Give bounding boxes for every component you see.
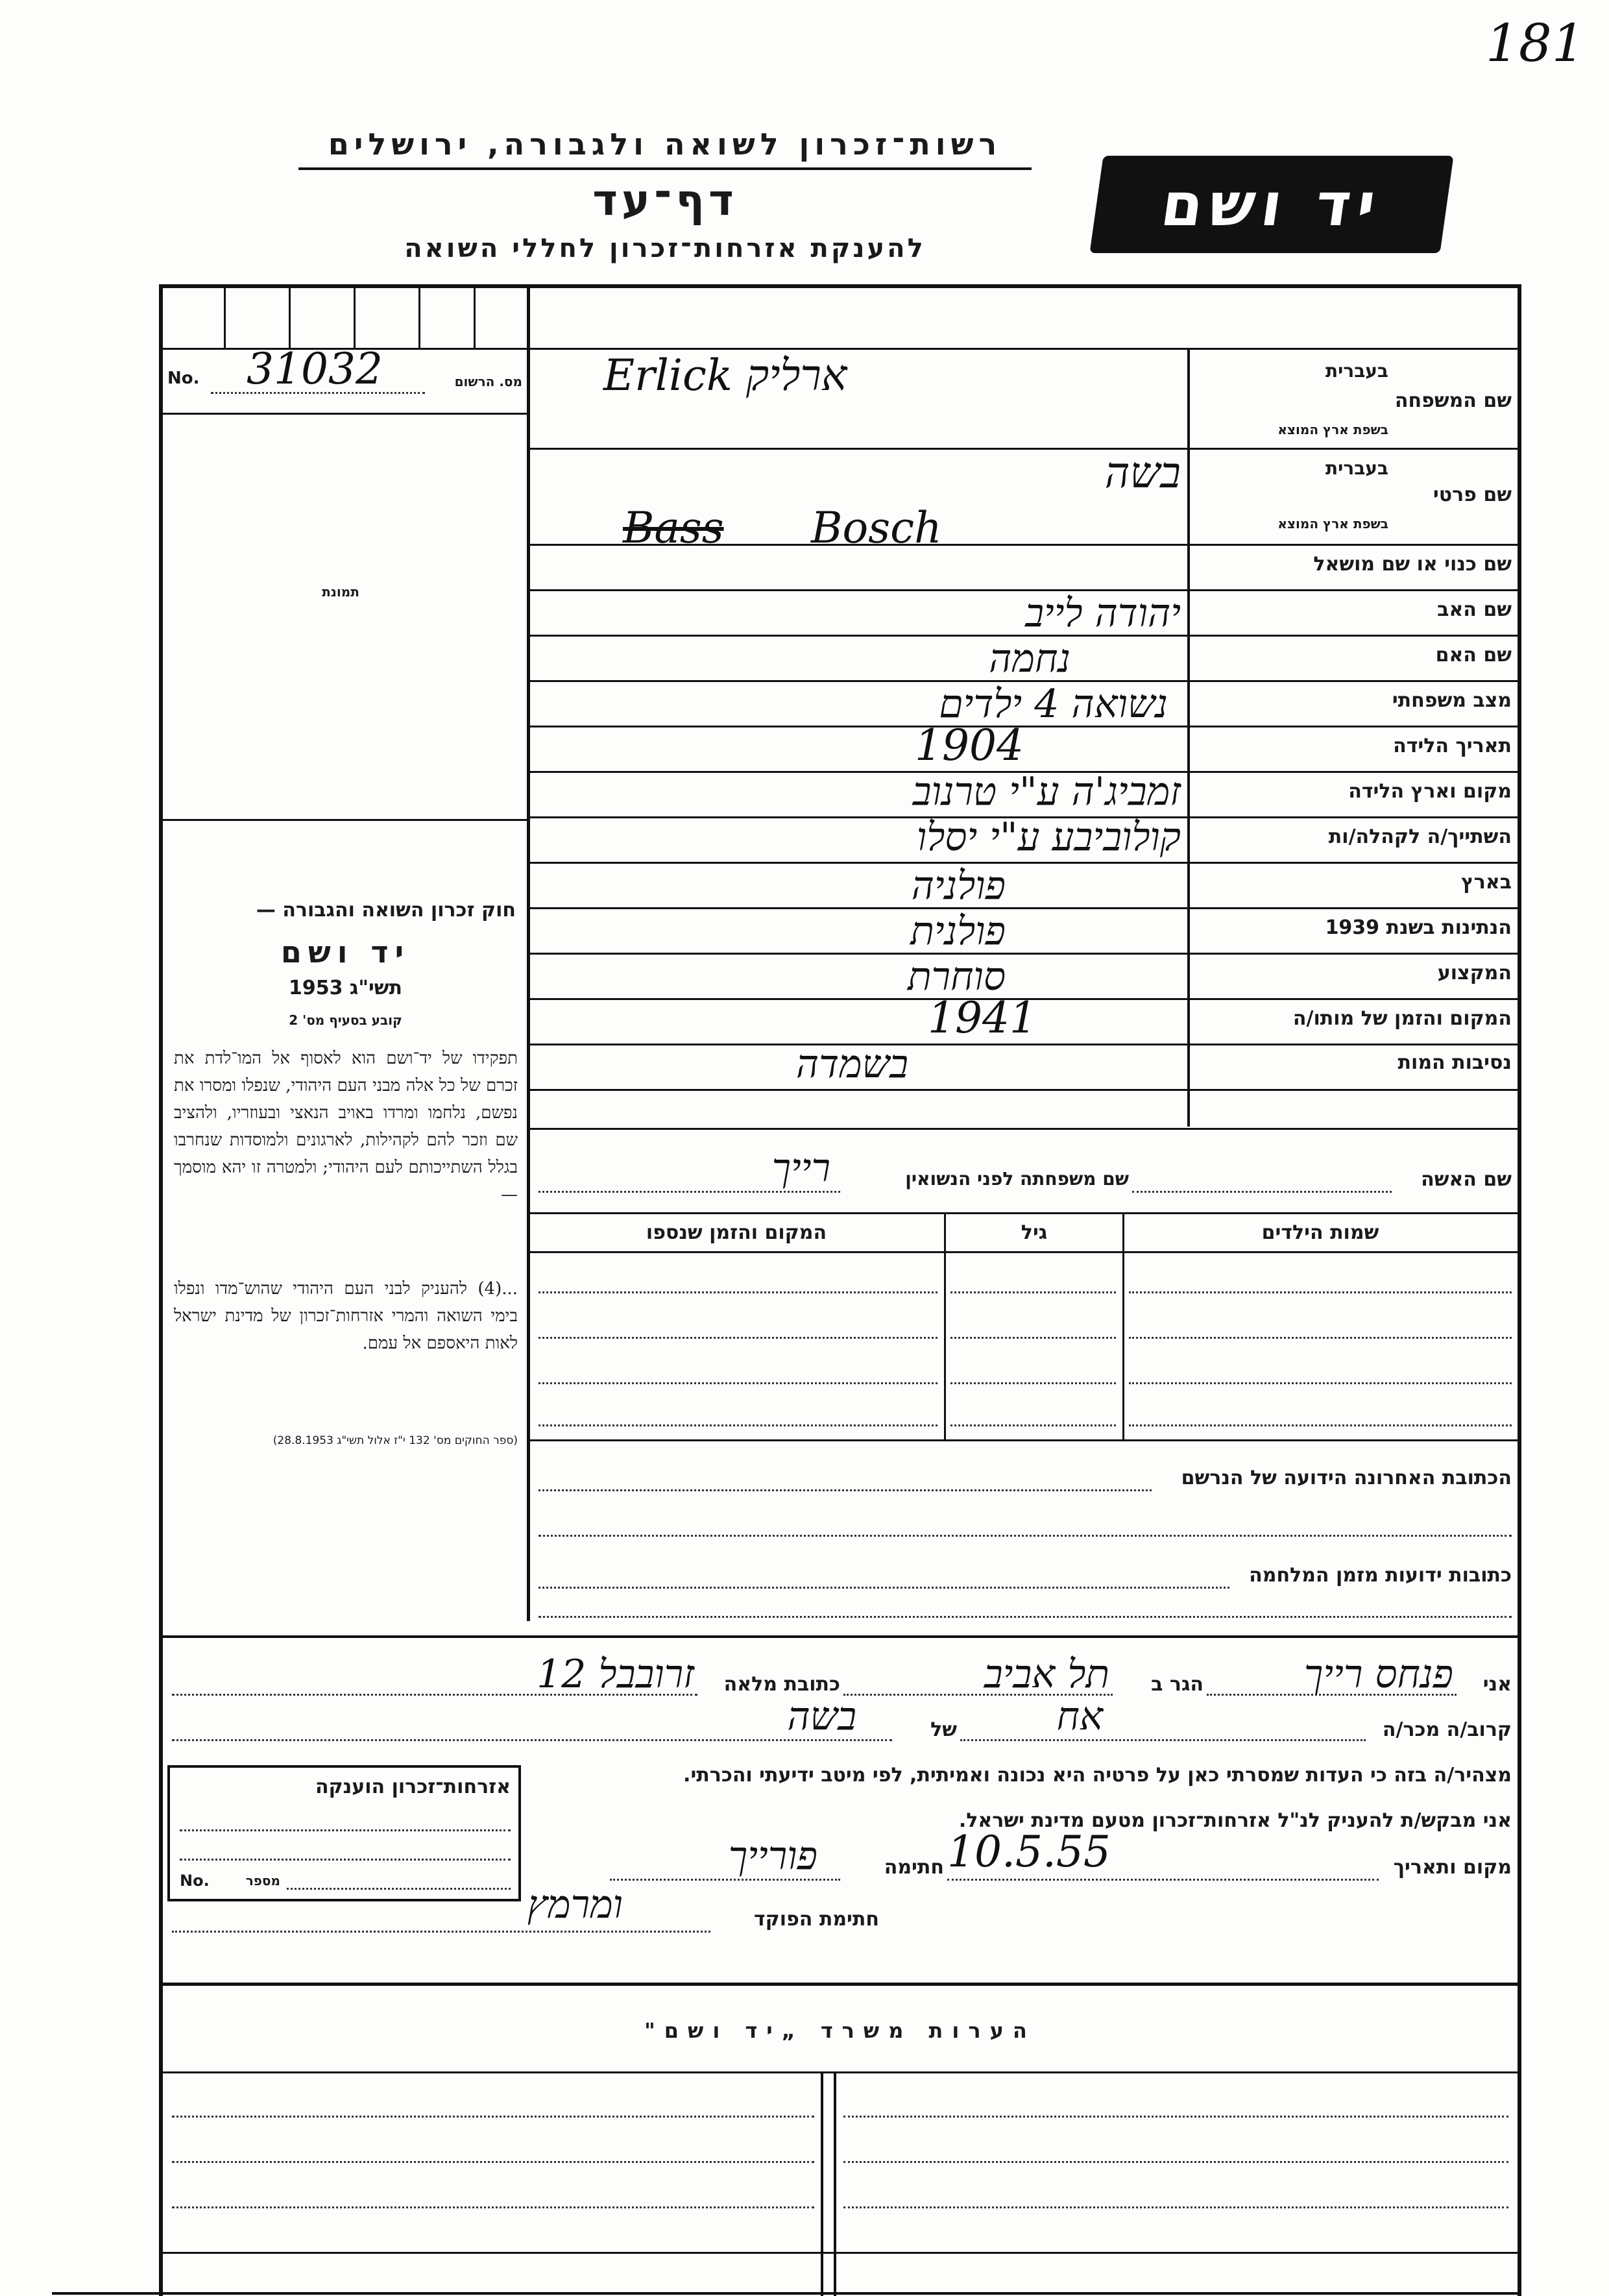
marital-status-label: מצב משפחתי (1392, 689, 1512, 712)
declarant-address-label: כתובת מלאה (723, 1673, 840, 1696)
wife-maiden-label: שם משפחתה לפני הנשואין (905, 1168, 1129, 1190)
community-value: קולוביבע ע"י יסלו (916, 814, 1181, 860)
certificate-title: אזרחות־זכרון הוענקה (315, 1776, 511, 1798)
children-names-header: שמות הילדים (1261, 1221, 1379, 1244)
country-label: בארץ (1460, 871, 1512, 894)
first-name-label: שם פרטי (1433, 483, 1512, 506)
relative-label: קרוב/ה מכר/ה (1382, 1718, 1512, 1741)
officer-signature-label: חתימת הפוקד (754, 1908, 879, 1931)
wife-label: שם האשה (1421, 1168, 1512, 1191)
logo-lettering: יד ושם (1157, 169, 1386, 239)
certificate-no-label: No. (180, 1872, 210, 1890)
first-name-origin-label: בשפת ארץ המוצא (1277, 516, 1388, 531)
marital-status-value: נשואה 4 ילדים (939, 681, 1168, 727)
registration-no-label: No. (167, 369, 200, 388)
declaration-statement: מצהיר/ה בזה כי העדות שמסרתי כאן על פרטיה היא נכונה ואמיתית, לפי מיטב ידיעתי והכרתי. (683, 1764, 1512, 1787)
place-date-value: 10.5.55 (947, 1827, 1111, 1877)
certificate-number-label: מספר (245, 1873, 280, 1888)
officer-signature: ומרמץ (527, 1882, 623, 1927)
war-addresses-label: כתובות ידועות מזמן המלחמה (1249, 1564, 1512, 1587)
registration-label: מס. הרשום (454, 374, 522, 389)
death-cause-label: נסיבות המות (1397, 1051, 1512, 1074)
corner-page-number: 181 (1486, 13, 1585, 73)
family-name-label: שם המשפחה (1394, 389, 1512, 412)
declarant-city: תל אביב (984, 1652, 1109, 1697)
last-address-label: הכתובת האחרונה הידועה של הנרשם (1181, 1467, 1512, 1489)
children-place-time-header: המקום והזמן שנספו (646, 1221, 827, 1244)
citizenship-value: פולנית (910, 909, 1006, 954)
certificate-box (167, 1765, 521, 1901)
first-name-hebrew-label: בעברית (1325, 458, 1388, 479)
first-name-origin-struck: Bass (623, 503, 724, 553)
family-name-value: Erlick ארליק (603, 350, 847, 400)
relation-value: אח (1056, 1694, 1103, 1739)
declarant-lives-label: הגר ב (1151, 1673, 1204, 1696)
birth-date-label: תאריך הלידה (1393, 735, 1512, 757)
declarant-i-label: אני (1482, 1673, 1512, 1696)
profession-label: המקצוע (1437, 962, 1512, 984)
first-name-origin-value: Bosch (811, 503, 942, 553)
death-place-time-value: 1941 (928, 993, 1037, 1043)
yad-vashem-logo (1089, 156, 1453, 253)
place-date-label: מקום ותאריך (1393, 1856, 1512, 1879)
birth-place-label: מקום וארץ הלידה (1348, 780, 1512, 803)
declarant-signature: פורייך (728, 1833, 817, 1879)
relative-of-name: בשה (787, 1694, 856, 1739)
form-subtitle: להענקת אזרחות־זכרון לחללי השואה (404, 234, 926, 263)
form-title: דף־עד (592, 175, 738, 225)
law-year: תשי"ג 1953 (288, 977, 403, 999)
law-title: חוק זכרון השואה והגבורה — (256, 899, 516, 922)
children-age-header: גיל (1021, 1221, 1048, 1244)
declarant-address: זרובבל 12 (537, 1652, 694, 1697)
office-notes-title: הערות משרד „יד ושם" (644, 2018, 1036, 2043)
law-source: (ספר החוקים מס' 132 י"ז אלול תשי"ג 28.8.1953) (272, 1434, 518, 1447)
authority-header: רשות־זכרון לשואה ולגבורה, ירושלים (328, 127, 1002, 162)
birth-date-value: 1904 (915, 720, 1024, 770)
citizenship-label: הנתינות בשנת 1939 (1325, 916, 1512, 939)
wife-maiden-value: רייך (771, 1145, 830, 1191)
family-name-hebrew-label: בעברית (1325, 360, 1388, 382)
photo-label: תמונת (322, 584, 359, 600)
law-clause: קובע בסעיף מס' 2 (289, 1012, 402, 1028)
profession-value: סוחרת (907, 954, 1006, 999)
birth-place-value: זמביג'ה ע"י טרנוב (912, 769, 1181, 814)
father-name-label: שם האב (1437, 598, 1512, 621)
law-text-2: ...(4) להעניק לבני העם היהודי שהוש־מדו ונפלו בימי השואה והמרי אזרחות־זכרון של מדינת ישראל לאות היאספם אל עמם. (174, 1279, 518, 1353)
community-label: השתייך/ה לקהלה/ות (1328, 825, 1512, 848)
first-name-hebrew-value: בשה (1104, 448, 1181, 498)
signature-label: חתימה (884, 1856, 944, 1879)
law-name: יד ושם (280, 934, 411, 970)
registration-number: 31032 (247, 344, 383, 394)
father-name-value: יהודה לייב (1025, 591, 1181, 636)
country-value: פולניה (911, 863, 1006, 909)
relative-of-label: של (930, 1718, 957, 1741)
death-place-time-label: המקום והזמן של מותו/ה (1292, 1007, 1512, 1030)
declarant-name: פנחס רייך (1303, 1652, 1453, 1697)
nickname-label: שם כנוי או שם מושאל (1313, 553, 1512, 576)
law-text-1: תפקידו של יד־ושם הוא לאסוף אל המו־לדת את זכרם של כל אלה מבני העם היהודי, שנפלו ומסרו את נפשם, נלחמו ומרדו באויב הנאצי ובעוזריו, ולהציב שם וזכר להם לקהילות, לארגונים ולמוסדות שנחרבו בגלל השתייכותם לעם היהודי; ולמטרה זו יהא מוסמך — (174, 1049, 518, 1204)
mother-name-value: נחמה (989, 636, 1071, 681)
mother-name-label: שם האם (1435, 644, 1512, 666)
family-name-origin-label: בשפת ארץ המוצא (1277, 422, 1388, 437)
death-cause-value: בשמדה (795, 1042, 908, 1087)
request-statement: אני מבקש/ת להעניק לנ"ל אזרחות־זכרון מטעם מדינת ישראל. (958, 1809, 1512, 1832)
